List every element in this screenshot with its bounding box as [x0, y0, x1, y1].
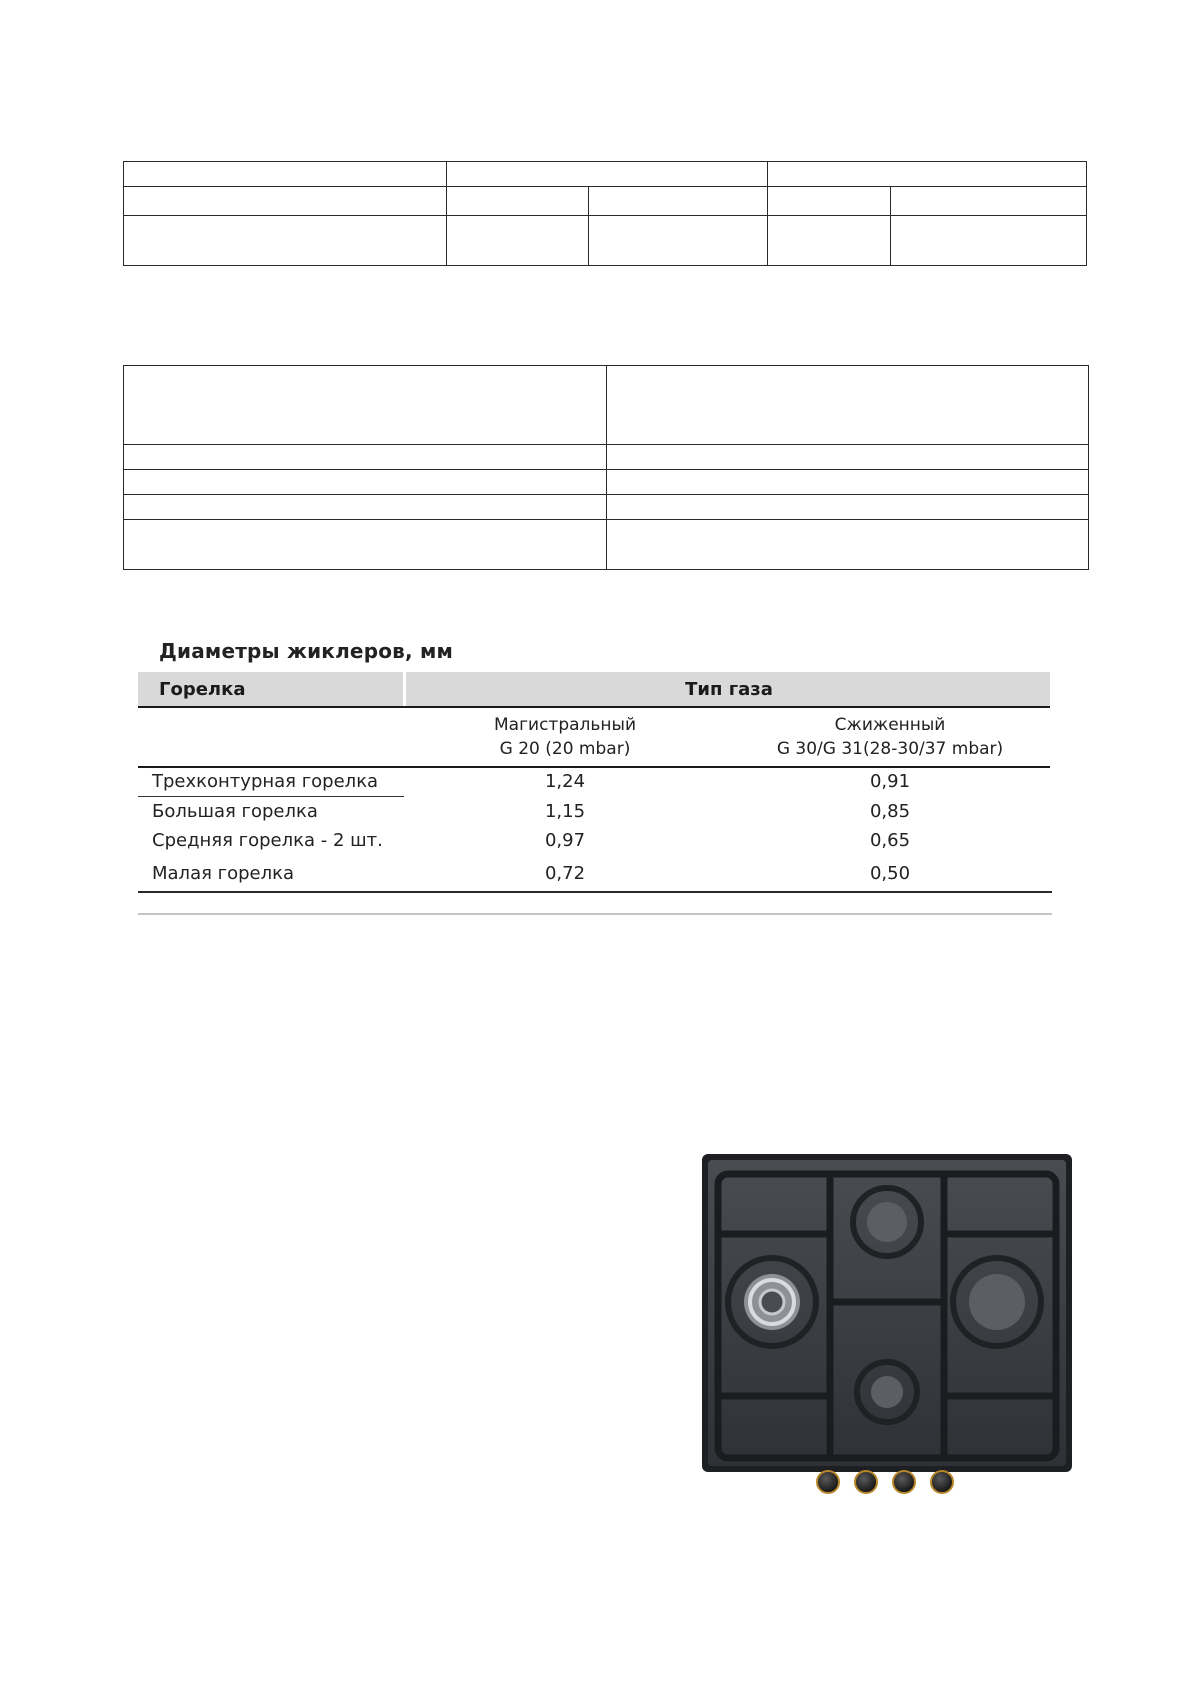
lpg-pressure: G 30/G 31(28-30/37 mbar) — [776, 739, 1004, 759]
table-bottom-rule — [138, 891, 1052, 893]
g30-value: 0,50 — [869, 863, 911, 884]
table-cell — [124, 520, 607, 570]
table-cell — [446, 216, 588, 266]
table-cell — [124, 366, 607, 445]
table-cell — [588, 187, 768, 216]
table-cell — [768, 216, 891, 266]
table-cell — [124, 162, 447, 187]
g20-value: 1,24 — [544, 771, 586, 792]
burner-name: Малая горелка — [152, 863, 295, 884]
table-cell — [891, 187, 1087, 216]
column-header-burner: Горелка — [159, 679, 246, 700]
g30-value: 0,85 — [869, 801, 911, 822]
subheader-main-gas — [445, 713, 685, 761]
table-cell — [124, 216, 447, 266]
table-cell — [768, 162, 1087, 187]
table-cell — [124, 187, 447, 216]
table-row — [138, 827, 1050, 855]
burner-name: Большая горелка — [152, 801, 318, 822]
g20-value: 1,15 — [544, 801, 586, 822]
g20-value: 0,72 — [544, 863, 586, 884]
table-cell — [606, 445, 1089, 470]
main-gas-label: Магистральный — [494, 715, 636, 735]
empty-table-middle — [123, 365, 1089, 570]
table-cell — [606, 470, 1089, 495]
subheader-lpg — [740, 713, 1040, 761]
table-cell — [124, 470, 607, 495]
gas-hob-image — [700, 1152, 1074, 1496]
burner-name: Трехконтурная горелка — [152, 771, 379, 792]
lpg-label: Сжиженный — [834, 715, 946, 735]
empty-table-top — [123, 161, 1087, 266]
jets-table-header — [138, 672, 1050, 708]
column-header-gas-type: Тип газа — [685, 679, 773, 700]
table-cell — [588, 216, 768, 266]
table-cell — [446, 162, 768, 187]
table-row — [138, 798, 1050, 826]
g30-value: 0,91 — [869, 771, 911, 792]
table-row — [138, 860, 1050, 888]
table-cell — [606, 366, 1089, 445]
table-cell — [124, 445, 607, 470]
row-underline — [138, 796, 404, 797]
table-row — [138, 768, 1050, 796]
table-cell — [768, 187, 891, 216]
gray-divider — [138, 913, 1052, 915]
g20-value: 0,97 — [544, 830, 586, 851]
jets-title: Диаметры жиклеров, мм — [159, 639, 454, 663]
main-gas-pressure: G 20 (20 mbar) — [499, 739, 631, 759]
g30-value: 0,65 — [869, 830, 911, 851]
table-cell — [124, 495, 607, 520]
burner-name: Средняя горелка - 2 шт. — [152, 830, 383, 851]
header-separator — [403, 672, 406, 706]
table-cell — [606, 495, 1089, 520]
table-cell — [891, 216, 1087, 266]
table-cell — [446, 187, 588, 216]
table-cell — [606, 520, 1089, 570]
